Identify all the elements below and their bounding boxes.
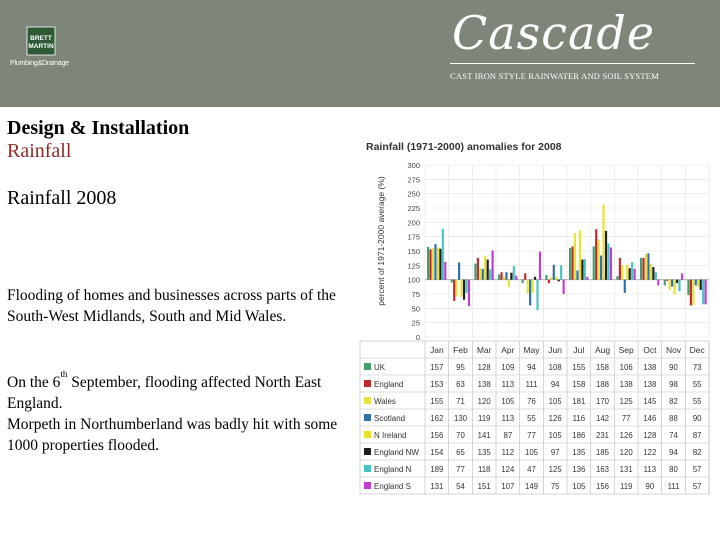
bar (669, 280, 671, 290)
table-cell-value: 87 (503, 431, 513, 440)
table-cell-value: 125 (619, 397, 633, 406)
bar (650, 264, 652, 280)
table-cell-value: 128 (477, 363, 491, 372)
bar (550, 277, 552, 280)
table-cell-value: 111 (525, 380, 538, 389)
bar (681, 273, 683, 279)
table-cell-value: 120 (619, 448, 633, 457)
table-cell-value: 135 (572, 448, 586, 457)
rainfall-chart-panel (357, 136, 713, 496)
bar (695, 280, 697, 286)
bar (610, 248, 612, 280)
table-cell-value: 75 (550, 482, 560, 491)
bar (687, 280, 689, 295)
table-cell-value: 154 (430, 448, 444, 457)
section-heading: Rainfall 2008 (7, 187, 117, 209)
table-cell-value: 65 (456, 448, 465, 457)
bar (432, 248, 434, 280)
bar (442, 229, 444, 280)
bar (500, 272, 502, 279)
table-cell-value: 120 (477, 397, 491, 406)
logo-line-2: MARTIN (28, 43, 54, 50)
table-cell-value: 122 (643, 448, 657, 457)
y-tick-label: 150 (407, 247, 420, 256)
bar (571, 246, 573, 279)
bar (645, 254, 647, 280)
table-cell-value: 113 (501, 380, 515, 389)
bar (524, 273, 526, 279)
table-cell-value: 156 (430, 431, 444, 440)
table-cell-value: 231 (595, 431, 610, 440)
table-cell-value: 107 (501, 482, 515, 491)
bar (671, 280, 673, 287)
table-cell-value: 138 (643, 363, 657, 372)
table-cell-value: 163 (595, 465, 610, 474)
table-cell-value: 108 (548, 363, 562, 372)
legend-label: UK (374, 363, 386, 372)
bar (477, 258, 479, 280)
x-tick-label: Apr (501, 345, 515, 355)
bar (548, 280, 550, 283)
legend-label: England S (374, 482, 411, 491)
table-cell-value: 95 (456, 363, 465, 372)
bar (574, 233, 576, 279)
y-tick-label: 175 (407, 232, 420, 242)
bar (676, 280, 678, 283)
legend-label: England NW (374, 448, 419, 457)
bar (534, 277, 536, 280)
bar (439, 249, 441, 280)
table-cell-value: 105 (572, 482, 586, 491)
bar (678, 280, 680, 291)
data-table (360, 341, 709, 494)
table-cell-value: 90 (692, 414, 702, 423)
table-cell-value: 138 (477, 380, 491, 389)
legend-swatch (364, 482, 371, 489)
bar (484, 256, 486, 280)
table-cell-value: 90 (645, 482, 655, 491)
table-cell-value: 55 (692, 380, 702, 389)
bar (465, 280, 467, 293)
bar (595, 229, 597, 279)
para2-sup: th (60, 369, 68, 379)
bar (692, 280, 694, 306)
table-cell-value: 73 (692, 363, 702, 372)
table-cell-value: 113 (643, 465, 657, 474)
table-cell-value: 105 (548, 431, 562, 440)
bar (647, 253, 649, 279)
table-cell-value: 136 (572, 465, 586, 474)
bar (626, 265, 628, 280)
axis-layer (407, 161, 420, 342)
brand-divider (450, 63, 695, 64)
logo-subtitle: Plumbing&Drainage (10, 60, 69, 67)
table-cell-value: 188 (595, 380, 610, 389)
table-cell-value: 94 (550, 380, 560, 389)
para2-prefix: On the 6 (7, 374, 61, 391)
page-title: Design & Installation (7, 117, 190, 139)
bar (503, 277, 505, 280)
header-banner (0, 0, 720, 107)
bar (545, 275, 547, 280)
y-tick-label: 300 (407, 161, 420, 170)
bar (527, 280, 529, 294)
bar (479, 268, 481, 279)
x-tick-label: Dec (689, 345, 705, 355)
bar (629, 268, 631, 279)
table-cell-value: 94 (669, 448, 678, 457)
table-cell-value: 128 (643, 431, 657, 440)
bar (697, 280, 699, 287)
table-cell-value: 155 (572, 363, 586, 372)
table-cell-value: 130 (453, 414, 468, 423)
paragraph-morpeth: Morpeth in Northumberland was badly hit with some 1000 properties flooded. (7, 416, 338, 454)
table-cell-value: 135 (477, 448, 491, 457)
table-cell-value: 119 (619, 482, 633, 491)
table-cell-value: 145 (643, 397, 657, 406)
legend-label: Wales (374, 397, 396, 406)
bar (569, 248, 571, 280)
bar (563, 280, 565, 294)
brand-tagline: CAST IRON STYLE RAINWATER AND SOIL SYSTEM (450, 71, 659, 81)
table-cell-value: 111 (667, 482, 680, 491)
bar (634, 269, 636, 280)
table-cell-value: 125 (548, 465, 562, 474)
table-cell-value: 54 (456, 482, 465, 491)
legend-label: England N (374, 465, 412, 474)
bar (463, 280, 465, 300)
bar (482, 269, 484, 280)
bar (532, 280, 534, 293)
y-tick-label: 250 (407, 189, 420, 199)
table-cell-value: 112 (501, 448, 515, 457)
table-cell-value: 146 (643, 414, 657, 423)
table-cell-value: 131 (619, 465, 633, 474)
chart-title: Rainfall (1971-2000) anomalies for 2008 (366, 141, 562, 153)
table-cell-value: 82 (692, 448, 702, 457)
bar (619, 258, 621, 280)
para2-rest: September, flooding affected North East England. (7, 374, 322, 412)
bar (666, 280, 668, 281)
y-tick-label: 275 (407, 175, 420, 185)
bar (593, 246, 595, 279)
bar (700, 280, 702, 290)
table-cell-value: 63 (456, 380, 465, 389)
bar (652, 267, 654, 280)
bar (513, 266, 515, 280)
bar (505, 272, 507, 279)
table-cell-value: 105 (548, 397, 562, 406)
bar (640, 258, 642, 280)
legend-swatch (364, 363, 371, 370)
bar (427, 247, 429, 280)
bar (598, 240, 600, 280)
bar (624, 280, 626, 293)
bar (474, 264, 476, 280)
paragraph-september (7, 369, 352, 456)
bar (558, 280, 560, 282)
table-cell-value: 186 (572, 431, 586, 440)
x-tick-label: Jan (429, 345, 444, 355)
page-subtitle: Rainfall (7, 140, 72, 162)
bar (555, 277, 557, 280)
bar (456, 280, 458, 297)
bar (453, 280, 455, 301)
bar (603, 205, 605, 280)
brand-name: Cascade (452, 6, 656, 60)
table-cell-value: 157 (430, 363, 444, 372)
table-cell-value: 105 (524, 448, 539, 457)
bar (451, 280, 453, 283)
table-cell-value: 90 (669, 363, 678, 372)
y-tick-label: 50 (411, 304, 420, 314)
table-cell-value: 109 (501, 363, 515, 372)
bar (536, 280, 538, 310)
legend-swatch (364, 465, 371, 472)
chart-y-axis-label: percent of 1971-2000 average (%) (376, 176, 386, 306)
y-tick-label: 200 (407, 218, 420, 228)
bar (584, 259, 586, 280)
x-tick-label: Sep (618, 345, 634, 355)
bar (579, 230, 581, 279)
bar (674, 280, 676, 295)
legend-swatch (364, 397, 371, 404)
table-cell-value: 77 (527, 431, 536, 440)
table-cell-value: 94 (527, 363, 536, 372)
bar (705, 280, 707, 305)
bar (657, 280, 659, 286)
bar (498, 275, 500, 280)
paragraph-flooding: Flooding of homes and businesses across parts of the South-West Midlands, South and Mid Wales. (7, 287, 336, 325)
bar (510, 273, 512, 280)
table-cell-value: 181 (572, 397, 586, 406)
bar (553, 265, 555, 280)
bar (429, 249, 431, 279)
table-cell-value: 126 (548, 414, 562, 423)
bar (607, 244, 609, 280)
table-cell-value: 74 (669, 431, 678, 440)
bar (539, 252, 541, 280)
bar (489, 269, 491, 279)
y-tick-label: 0 (415, 333, 420, 342)
logo-line-1: BRETT (30, 35, 52, 42)
x-tick-label: Aug (594, 345, 611, 355)
rainfall-chart (357, 136, 713, 496)
bar (492, 250, 494, 279)
bar (631, 262, 633, 280)
y-tick-label: 125 (407, 261, 420, 271)
table-cell-value: 138 (619, 380, 633, 389)
table-cell-value: 158 (572, 380, 586, 389)
x-tick-label: Oct (643, 345, 657, 355)
table-cell-value: 170 (595, 397, 610, 406)
x-tick-label: May (523, 345, 540, 355)
table-cell-value: 124 (501, 465, 515, 474)
bar (468, 280, 470, 306)
legend-swatch (364, 414, 371, 421)
table-cell-value: 116 (572, 414, 586, 423)
table-cell-value: 185 (595, 448, 610, 457)
bar (586, 277, 588, 280)
x-tick-label: Feb (453, 345, 468, 355)
table-cell-value: 155 (430, 397, 444, 406)
table-cell-value: 57 (692, 465, 702, 474)
bar (690, 280, 692, 306)
table-cell-value: 118 (477, 465, 491, 474)
table-cell-value: 162 (430, 414, 444, 423)
bar (655, 272, 657, 279)
table-cell-value: 76 (527, 397, 536, 406)
bar (515, 276, 517, 280)
table-cell-value: 141 (477, 431, 491, 440)
legend-swatch (364, 448, 371, 455)
table-cell-value: 105 (501, 397, 515, 406)
y-tick-label: 225 (407, 204, 420, 213)
bar (461, 280, 463, 297)
grid-layer (425, 165, 709, 337)
table-cell-value: 142 (595, 414, 610, 423)
logo-shield-icon (26, 26, 56, 56)
bar (522, 280, 524, 283)
bar (702, 280, 704, 305)
legend-swatch (364, 431, 371, 438)
table-cell-value: 55 (692, 397, 702, 406)
y-tick-label: 75 (411, 290, 420, 299)
x-tick-label: Nov (665, 345, 682, 355)
table-cell-value: 189 (430, 465, 444, 474)
bar (434, 244, 436, 280)
bar (508, 280, 510, 287)
table-cell-value: 113 (501, 414, 515, 423)
bar (616, 276, 618, 279)
table-cell-value: 151 (477, 482, 491, 491)
legend-label: Scotland (374, 414, 406, 423)
table-cell-value: 87 (692, 431, 702, 440)
bar (600, 256, 602, 280)
bar (437, 248, 439, 280)
legend-swatch (364, 380, 371, 387)
table-cell-value: 71 (456, 397, 465, 406)
table-cell-value: 97 (550, 448, 560, 457)
y-tick-label: 100 (407, 275, 420, 285)
table-cell-value: 119 (477, 414, 491, 423)
table-cell-value: 77 (456, 465, 465, 474)
table-cell-value: 131 (430, 482, 444, 491)
table-cell-value: 88 (669, 414, 678, 423)
y-tick-label: 25 (411, 318, 420, 328)
x-tick-label: Jun (548, 345, 563, 355)
bar (576, 270, 578, 279)
brand-logo[interactable] (10, 22, 72, 74)
table-cell-value: 77 (621, 414, 631, 423)
table-cell-value: 126 (619, 431, 633, 440)
bar (560, 265, 562, 279)
table-cell-value: 98 (669, 380, 678, 389)
bar (444, 262, 446, 280)
table-cell-value: 55 (527, 414, 536, 423)
bar (605, 231, 607, 280)
table-cell-value: 106 (619, 363, 633, 372)
table-cell-value: 138 (643, 380, 657, 389)
table-cell-value: 70 (456, 431, 465, 440)
table-cell-value: 156 (595, 482, 610, 491)
x-tick-label: Jul (573, 345, 585, 355)
bar (621, 265, 623, 279)
table-cell-value: 149 (524, 482, 539, 491)
table-cell-value: 47 (527, 465, 536, 474)
bar (581, 260, 583, 280)
table-cell-value: 82 (669, 397, 678, 406)
bar (487, 260, 489, 280)
bar (642, 258, 644, 280)
bar (458, 262, 460, 279)
legend-label: England (374, 380, 404, 389)
legend-label: N Ireland (374, 431, 407, 440)
bar (529, 280, 531, 306)
bar (664, 280, 666, 286)
table-cell-value: 158 (595, 363, 610, 372)
table-cell-value: 80 (669, 465, 678, 474)
table-cell-value: 57 (692, 482, 702, 491)
table-cell-value: 153 (430, 380, 444, 389)
x-tick-label: Mar (476, 345, 492, 355)
